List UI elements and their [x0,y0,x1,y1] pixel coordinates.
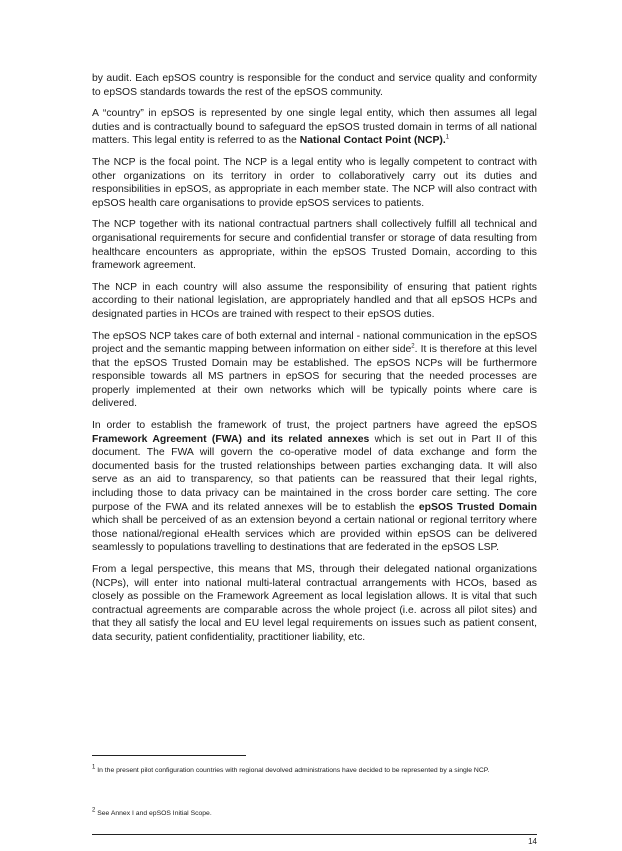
bold-text: National Contact Point (NCP). [299,135,446,147]
paragraph [92,218,537,272]
footnote-mark: 1 [92,764,96,771]
paragraph [92,72,537,99]
paragraph [92,281,537,322]
paragraph [92,563,537,645]
footnote-ref: 1 [445,134,450,141]
footnote-text: In the present pilot configuration countries with regional devolved administrations have decided to be represented by a single NCP. [95,767,490,774]
footer-rule [92,834,537,835]
text-run: which shall be perceived of as an extension beyond a certain national or regional territory where those national/regional eHealth services which are provided within epSOS can be delivered seamlessly to populations travelling to destinations that are federated in the epSOS LSP. [92,515,537,554]
text-run: The NCP together with its national contractual partners shall collectively fulfill all technical and organisational requirements for secure and confidential transfer or storage of data resulting from healthcare encounters as appropriate, within the epSOS Trusted Domain, according to this framework agreement. [92,219,537,272]
footnote-2 [92,809,537,819]
paragraph [92,156,537,210]
text-run: From a legal perspective, this means that MS, through their delegated national organizations (NCPs), will enter into national multi-lateral contractual arrangements with HCOs, based as closely as possible on the Framework Agreement as local legislation allows. It is vital that such contractual agreements are comparable across the whole project (i.e. across all pilot sites) and that they all satisfy the local and EU level legal requirements on issues such as patient consent, data security, patient confidentiality, practitioner liability, etc. [92,564,537,643]
document-body [92,72,537,653]
footnote-separator [92,755,246,756]
text-run: In order to establish the framework of trust, the project partners have agreed the epSOS [92,420,537,432]
text-run: which is set out in Part II of this document. The FWA will govern the co-operative model of data exchange and form the documented basis for the trusted relationships between parties exchanging data. It will also serve as an aid to transparency, so that patients can be reassured that their legal rights, including those to data privacy can be maintained in the cross border care setting. The core purpose of the FWA and its related annexes will be to establish the [92,433,538,513]
paragraph [92,419,537,555]
text-run: The epSOS NCP takes care of both external and internal - national communication in the epSOS project and the semantic mapping between information on either side [92,330,537,356]
footnote-ref: 2 [411,343,415,350]
bold-text: epSOS Trusted Domain [418,501,537,513]
bold-text: Framework Agreement (FWA) and its related annexes [92,433,370,445]
text-run: by audit. Each epSOS country is responsible for the conduct and service quality and conformity to epSOS standards towards the rest of the epSOS community. [92,73,537,98]
page-number: 14 [528,837,537,846]
text-run: The NCP in each country will also assume the responsibility of ensuring that patient rights according to their national legislation, are appropriately handled and that all epSOS HCPs and designated parties in HCOs are trained with respect to their epSOS duties. [92,281,537,320]
text-run: A “country” in epSOS is represented by one single legal entity, which then assumes all legal duties and is contractually bound to safeguard the epSOS trusted domain in terms of all national matters. This legal entity is referred to as the [92,108,537,147]
text-run: . It is therefore at this level that the epSOS Trusted Domain may be established. The epSOS NCPs will be furthermore responsible towards all MS partners in epSOS for securing that the needed processes are properly implemented at their own networks which will be typically points where care is delivered. [92,344,537,410]
text-run: The NCP is the focal point. The NCP is a legal entity who is legally competent to contract with other organizations on its territory in order to collaboratively carry out its duties and responsibilities in epSOS, as appropriate in each member state. The NCP will also contract with epSOS health care organisations to provide epSOS services to patients. [92,156,537,209]
footnote-mark: 2 [92,807,96,814]
paragraph [92,107,537,148]
footnote-text: See Annex I and epSOS Initial Scope. [95,810,212,817]
paragraph [92,330,537,412]
footnote-1 [92,766,537,776]
